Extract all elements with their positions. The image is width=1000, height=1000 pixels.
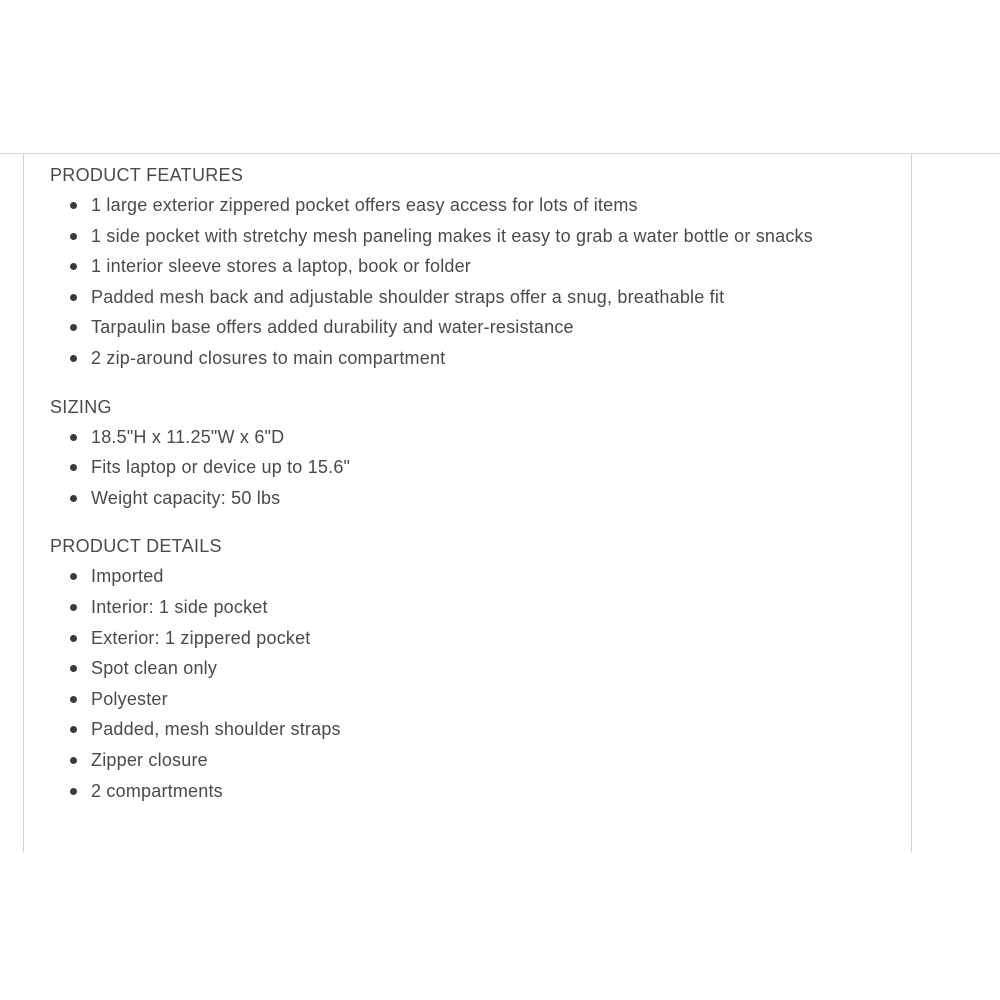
list-item: 2 zip-around closures to main compartment [50, 343, 900, 374]
section-title: PRODUCT DETAILS [50, 536, 222, 557]
list-item: Polyester [50, 684, 900, 715]
product-description-content [50, 160, 900, 824]
section-sizing [50, 392, 900, 514]
section-product-details [50, 531, 900, 806]
section-title: PRODUCT FEATURES [50, 165, 244, 185]
list-item: Fits laptop or device up to 15.6" [50, 452, 900, 483]
list-item: Padded mesh back and adjustable shoulder straps offer a snug, breathable fit [50, 282, 900, 313]
list-item: Spot clean only [50, 653, 900, 684]
section-title: SIZING [50, 396, 112, 417]
list-item: Imported [50, 561, 900, 592]
list-item: 1 interior sleeve stores a laptop, book or folder [50, 251, 900, 282]
list-item: Padded, mesh shoulder straps [50, 714, 900, 745]
sizing-list [50, 422, 900, 514]
list-item: Weight capacity: 50 lbs [50, 483, 900, 514]
list-item: Zipper closure [50, 745, 900, 776]
list-item: 1 large exterior zippered pocket offers easy access for lots of items [50, 190, 900, 221]
list-item: 18.5"H x 11.25"W x 6"D [50, 422, 900, 453]
list-item: Exterior: 1 zippered pocket [50, 623, 900, 654]
list-item: 1 side pocket with stretchy mesh paneling makes it easy to grab a water bottle or snacks [50, 221, 900, 252]
list-item: 2 compartments [50, 776, 900, 807]
list-item: Tarpaulin base offers added durability and water-resistance [50, 312, 900, 343]
feature-list [50, 190, 900, 374]
list-item: Interior: 1 side pocket [50, 592, 900, 623]
section-product-features [50, 160, 900, 374]
details-list [50, 561, 900, 806]
